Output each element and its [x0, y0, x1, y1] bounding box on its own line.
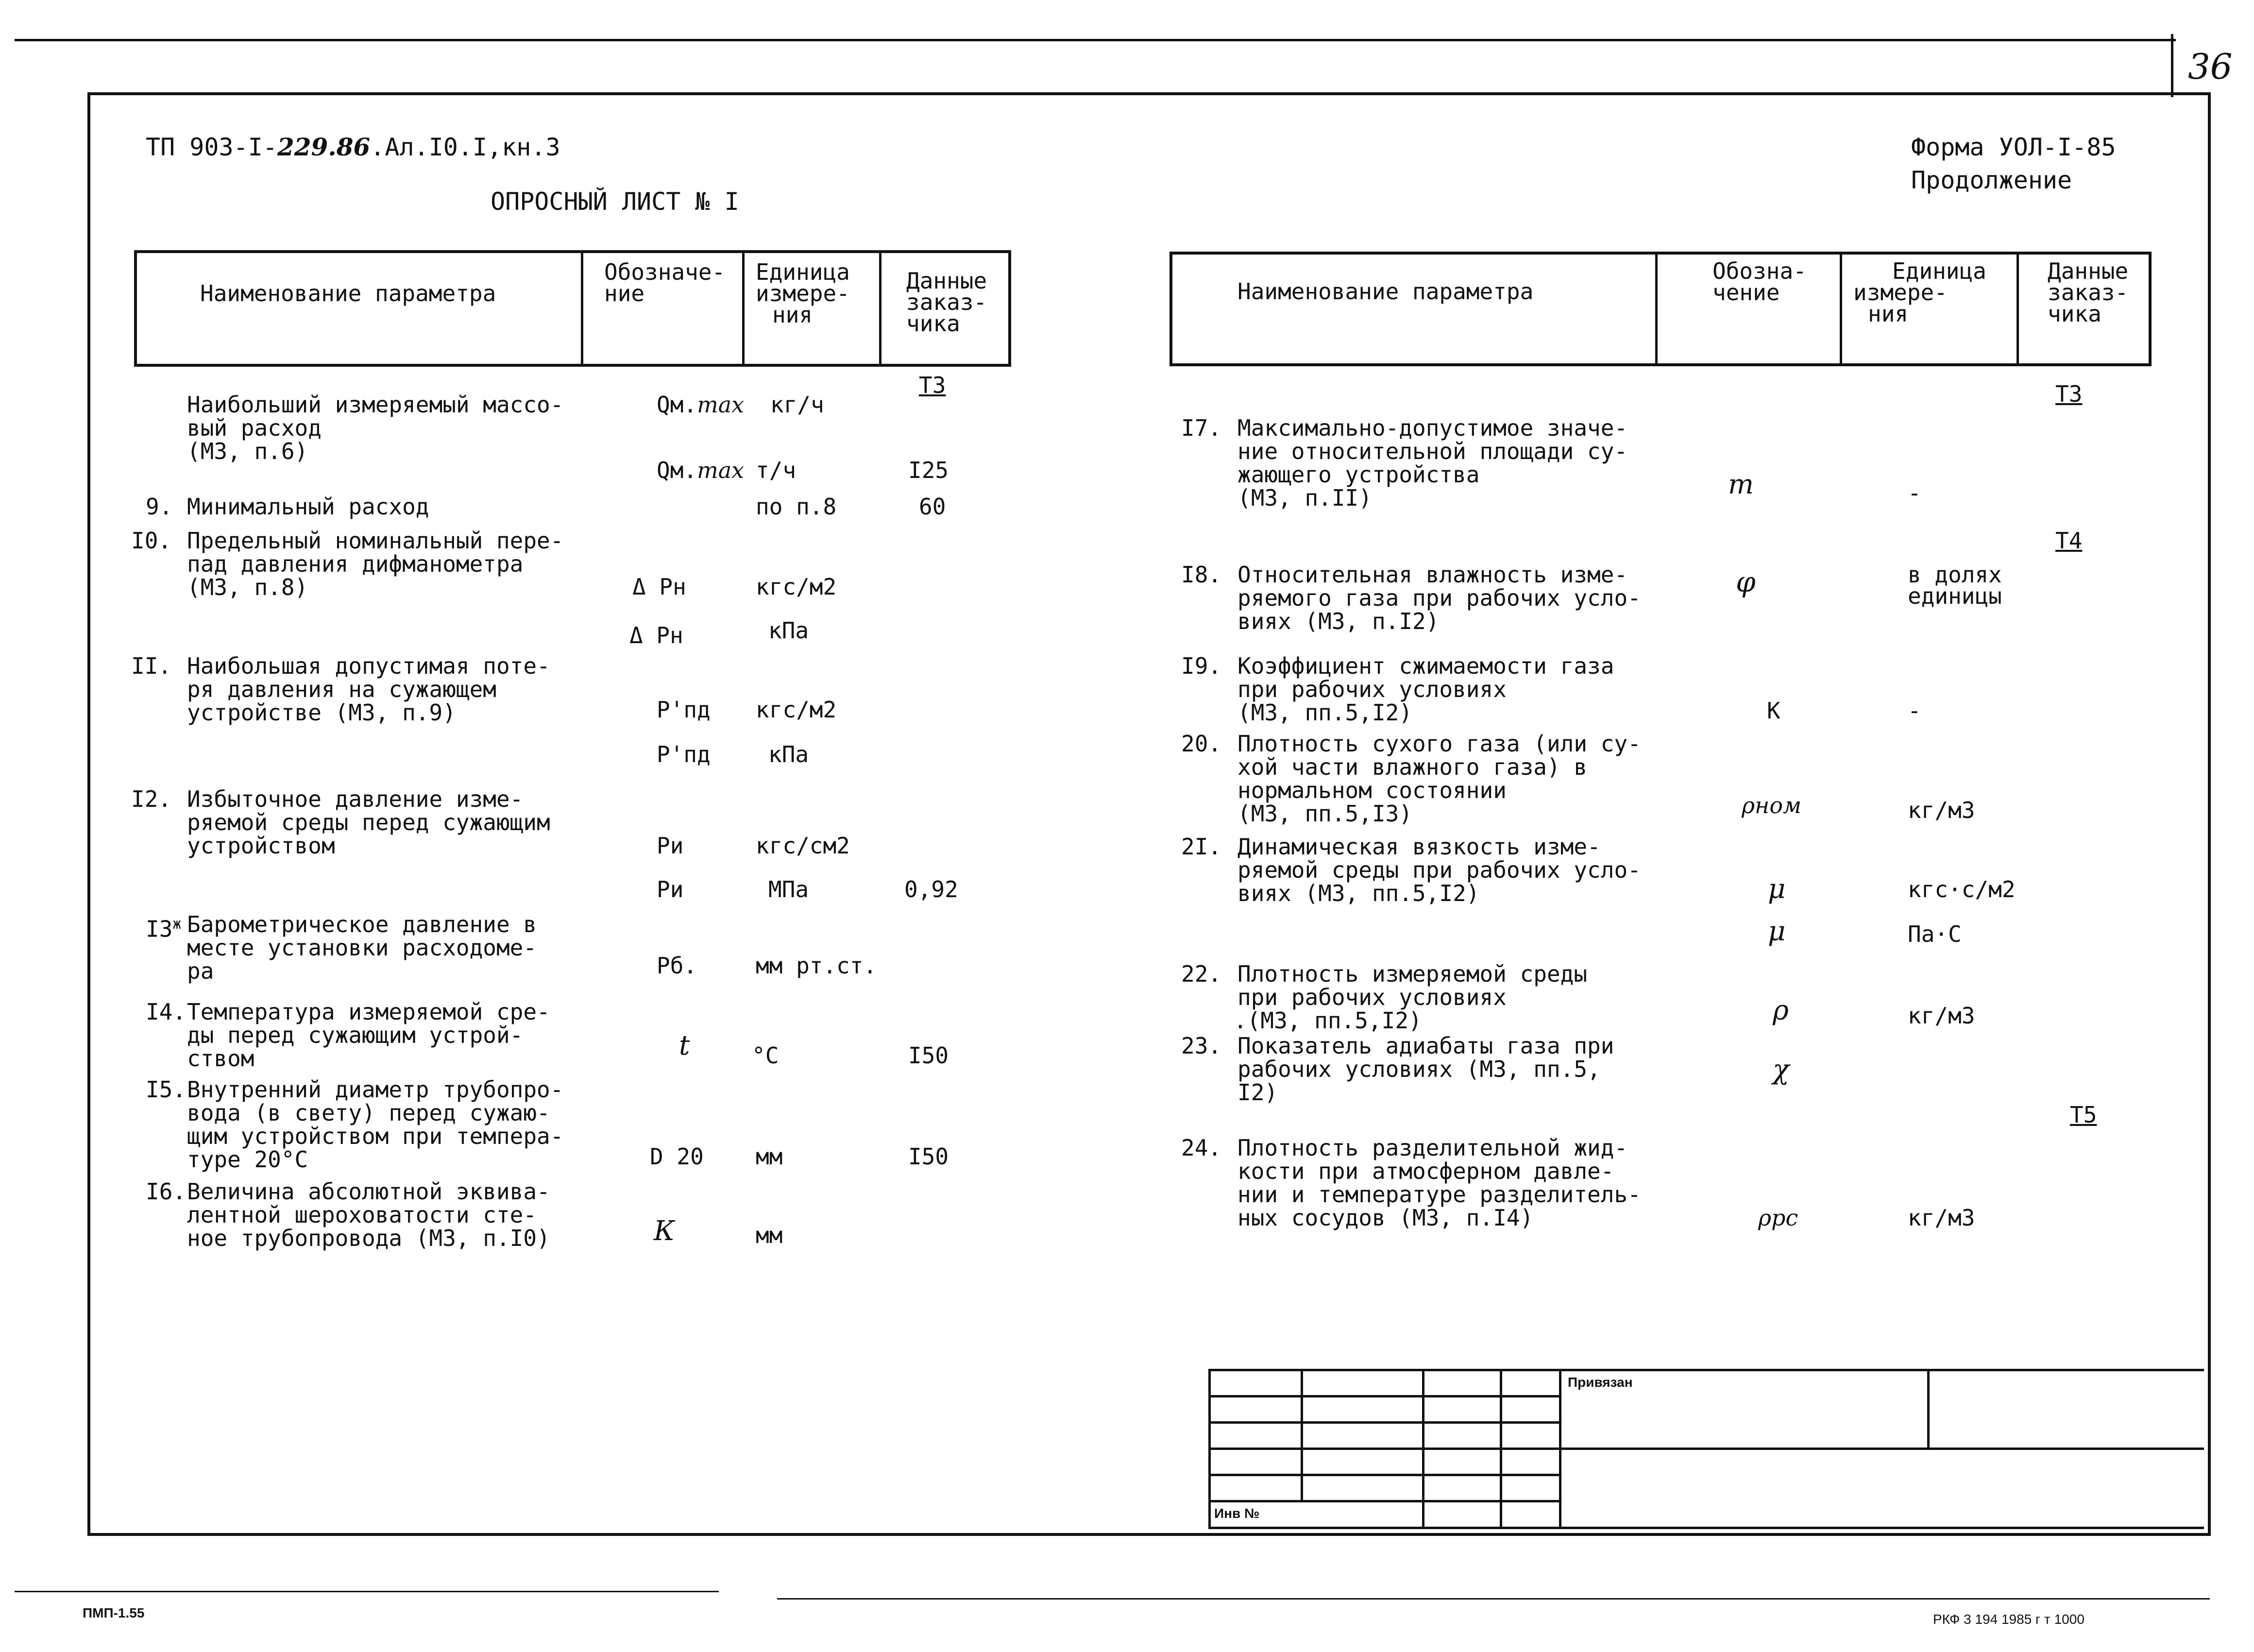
row17-line3: жающего устройства	[1237, 461, 1480, 488]
stamp-row-5	[1208, 1500, 1561, 1502]
row8-symbol-2: Qм.max	[657, 457, 745, 483]
row15-symbol: D 20	[650, 1143, 704, 1170]
left-hdr-name: Наименование параметра	[200, 280, 496, 307]
row21-line2: ряемой среды при рабочих усло-	[1237, 857, 1641, 883]
page-title: ОПРОСНЫЙ ЛИСТ № I	[491, 187, 739, 216]
row9-value: 60	[919, 494, 946, 520]
stamp-linked-label: Привязан	[1568, 1375, 1633, 1390]
row19-line1: Коэффициент сжимаемости газа	[1237, 653, 1614, 679]
row24-line1: Плотность разделительной жид-	[1237, 1135, 1628, 1161]
right-t5-mark: Т5	[2070, 1102, 2097, 1128]
row13-number	[146, 913, 181, 940]
row23-number: 23.	[1181, 1033, 1222, 1059]
row21-number: 2I.	[1181, 834, 1222, 860]
doc-suffix: .Ал.I0.I,кн.3	[370, 133, 560, 161]
row16-line2: лентной шероховатости сте-	[187, 1202, 537, 1228]
row8-line1: Наибольший измеряемый массо-	[187, 392, 564, 418]
row20-number: 20.	[1181, 731, 1222, 757]
row20-line4: (МЗ, пп.5,I3)	[1237, 800, 1413, 827]
row21-unit-1: кгс·с/м2	[1908, 876, 2016, 903]
row24-line4: ных сосудов (МЗ, п.I4)	[1237, 1205, 1534, 1231]
row24-number: 24.	[1181, 1135, 1222, 1161]
row24-unit: кг/м3	[1908, 1205, 1975, 1231]
row9-number: 9.	[146, 494, 173, 520]
row12-symbol-1: Ри	[657, 833, 684, 859]
row14-number: I4.	[146, 999, 186, 1025]
row11-unit-2: кПа	[768, 741, 809, 767]
stamp-col-2	[1422, 1369, 1424, 1529]
row10-line2: пад давления дифманометра	[187, 551, 524, 577]
row10-line1: Предельный номинальный пере-	[187, 528, 564, 554]
left-hdr-data-3: чика	[906, 310, 960, 337]
row22-line2: при рабочих условиях	[1237, 984, 1507, 1010]
right-table-header	[1169, 252, 2152, 366]
doc-code	[146, 133, 560, 161]
right-hdr-name: Наименование параметра	[1237, 278, 1534, 305]
row15-line4: туре 20°С	[187, 1146, 308, 1173]
row13-line2: месте установки расходоме-	[187, 935, 537, 961]
row18-line1: Относительная влажность изме-	[1237, 562, 1628, 588]
row21-symbol-1: μ	[1768, 873, 1786, 905]
row8-symbol-1-text: Qм.max	[657, 392, 745, 418]
row17-line1: Максимально-допустимое значе-	[1237, 415, 1628, 441]
right-col-divider-1	[1655, 252, 1658, 363]
row24-line3: нии и температуре разделитель-	[1237, 1181, 1641, 1208]
row13-symbol: Рб.	[657, 953, 697, 979]
row10-symbol-1: Δ Рн	[632, 574, 686, 600]
row9-unit: по п.8	[756, 494, 837, 520]
row15-line1: Внутренний диаметр трубопро-	[187, 1076, 564, 1103]
row14-line3: ством	[187, 1045, 254, 1072]
row12-value-2: 0,92	[904, 876, 958, 903]
row11-unit-1: кгс/м2	[756, 697, 837, 723]
row14-symbol: t	[679, 1030, 690, 1061]
row13-unit: мм рт.ст.	[756, 953, 877, 979]
left-t3-mark: Т3	[919, 372, 946, 398]
row20-line3: нормальном состоянии	[1237, 777, 1507, 803]
row11-line3: устройстве (МЗ, п.9)	[187, 699, 456, 726]
right-t3-mark: Т3	[2055, 381, 2083, 407]
row17-symbol: m	[1728, 469, 1754, 500]
row11-line2: ря давления на сужающем	[187, 676, 496, 702]
row17-number: I7.	[1181, 415, 1222, 441]
right-hdr-data-3: чика	[2048, 301, 2101, 327]
left-hdr-data-2: заказ-	[906, 289, 987, 315]
row15-line3: щим устройством при темпера-	[187, 1123, 564, 1149]
right-hdr-unit-1: Единица	[1892, 258, 1986, 284]
row15-value: I50	[908, 1143, 949, 1170]
row8-line3: (МЗ, п.6)	[187, 438, 308, 464]
row8-unit-1: кг/ч	[770, 392, 824, 418]
row19-number: I9.	[1181, 653, 1222, 679]
stamp-col-1	[1301, 1369, 1303, 1500]
row24-symbol: ρрс	[1758, 1205, 1798, 1231]
left-col-divider-1	[581, 250, 583, 364]
row18-line3: виях (МЗ, п.I2)	[1237, 608, 1440, 634]
row14-line1: Температура измеряемой сре-	[187, 999, 550, 1025]
row22-line1: Плотность измеряемой среды	[1237, 961, 1588, 987]
stamp-row-2	[1208, 1421, 1561, 1424]
row11-symbol-1: Р'пд	[657, 697, 711, 723]
row8-line2: вый расход	[187, 415, 322, 441]
stamp-row-4	[1208, 1474, 1561, 1476]
row14-value: I50	[908, 1042, 949, 1069]
left-hdr-data-1: Данные	[906, 268, 987, 294]
stamp-row-3	[1208, 1448, 2204, 1450]
left-col-divider-2	[742, 250, 745, 364]
row18-unit-2: единицы	[1908, 583, 2002, 609]
row13-line1: Барометрическое давление в	[187, 911, 537, 937]
row16-symbol: К	[654, 1215, 675, 1247]
left-hdr-unit-2: измере-	[756, 280, 850, 307]
right-hdr-unit-2: измере-	[1853, 279, 1948, 306]
row22-number: 22.	[1181, 961, 1222, 987]
page-number: 36	[2188, 46, 2233, 87]
row14-line2: ды перед сужающим устрой-	[187, 1022, 524, 1048]
row16-number: I6.	[146, 1178, 186, 1205]
stamp-block	[1208, 1369, 2204, 1529]
row21-line1: Динамическая вязкость изме-	[1237, 834, 1601, 860]
bottom-rule-left	[15, 1591, 719, 1592]
row10-unit-2: кПа	[768, 617, 809, 644]
row8-value-2: I25	[908, 457, 949, 483]
right-hdr-unit-3: ния	[1868, 301, 1909, 327]
stamp-inv-label: Инв №	[1214, 1506, 1260, 1521]
row23-symbol: χ	[1773, 1054, 1789, 1086]
row15-line2: вода (в свету) перед сужаю-	[187, 1100, 550, 1126]
footer-left: ПМП-1.55	[83, 1605, 145, 1620]
form-label: Форма УОЛ-I-85	[1911, 133, 2116, 161]
stamp-col-4	[1559, 1369, 1561, 1529]
footer-right: РКФ 3 194 1985 г т 1000	[1933, 1612, 2085, 1627]
row22-line3: .(МЗ, пп.5,I2)	[1234, 1007, 1422, 1034]
row12-unit-1: кгс/см2	[756, 833, 850, 859]
right-hdr-data-1: Данные	[2048, 258, 2129, 284]
page-number-divider	[2171, 34, 2173, 97]
row13-number-text: I3	[146, 916, 173, 942]
row21-unit-2: Па·С	[1908, 921, 1962, 947]
row12-line1: Избыточное давление изме-	[187, 786, 524, 812]
row12-number: I2.	[131, 786, 172, 812]
row20-line1: Плотность сухого газа (или су-	[1237, 731, 1641, 757]
row20-symbol: ρном	[1742, 792, 1802, 818]
stamp-col-0	[1208, 1369, 1211, 1529]
row13-line3: ра	[187, 958, 214, 984]
row21-line3: виях (МЗ, пп.5,I2)	[1237, 880, 1480, 906]
left-col-divider-3	[879, 250, 881, 364]
row12-line2: ряемой среды перед сужающим	[187, 809, 550, 835]
left-hdr-symbol-1: Обозначе-	[604, 259, 726, 285]
left-hdr-unit-3: ния	[772, 302, 813, 328]
row16-line3: ное трубопровода (МЗ, п.I0)	[187, 1225, 550, 1251]
row8-symbol-1	[657, 393, 744, 416]
row19-line3: (МЗ, пп.5,I2)	[1237, 699, 1413, 726]
row18-number: I8.	[1181, 562, 1222, 588]
row22-symbol: ρ	[1773, 995, 1789, 1026]
row20-unit: кг/м3	[1908, 797, 1975, 823]
stamp-col-5	[1927, 1369, 1930, 1448]
left-hdr-unit-1: Единица	[756, 259, 850, 285]
stamp-col-3	[1500, 1369, 1502, 1529]
row11-symbol-2: Р'пд	[657, 741, 711, 767]
row17-line4: (МЗ, п.II)	[1237, 485, 1372, 511]
row17-line2: ние относительной площади су-	[1237, 438, 1628, 464]
row22-unit: кг/м3	[1908, 1003, 1975, 1029]
row14-unit: °C	[752, 1042, 779, 1069]
continuation-label: Продолжение	[1911, 166, 2072, 194]
row19-symbol: К	[1767, 698, 1780, 724]
row10-number: I0.	[131, 528, 172, 554]
row10-unit-1: кгс/м2	[756, 574, 837, 600]
row23-line2: рабочих условиях (МЗ, пп.5,	[1237, 1056, 1601, 1082]
stamp-row-1	[1208, 1395, 1561, 1397]
right-hdr-symbol-2: чение	[1712, 279, 1780, 306]
row18-symbol: φ	[1736, 565, 1756, 598]
row18-line2: ряемого газа при рабочих усло-	[1237, 585, 1641, 611]
row23-line1: Показатель адиабаты газа при	[1237, 1033, 1614, 1059]
row24-line2: кости при атмосферном давле-	[1237, 1158, 1614, 1184]
row20-line2: хой части влажного газа) в	[1237, 754, 1588, 780]
row19-line2: при рабочих условиях	[1237, 676, 1507, 702]
row10-symbol-2: Δ Рн	[629, 622, 683, 648]
row8-unit-2: т/ч	[756, 457, 797, 483]
row17-unit: -	[1908, 480, 1921, 506]
row21-symbol-2: μ	[1768, 916, 1786, 947]
row16-unit: мм	[756, 1222, 783, 1248]
row15-unit: мм	[756, 1143, 783, 1170]
doc-prefix: ТП 903-I-	[146, 133, 277, 161]
row12-unit-2: МПа	[768, 876, 809, 903]
right-hdr-data-2: заказ-	[2048, 279, 2129, 306]
row9-line1: Минимальный расход	[187, 494, 429, 520]
left-hdr-symbol-2: ние	[604, 280, 645, 307]
row10-line3: (МЗ, п.8)	[187, 574, 308, 600]
row12-symbol-2: Ри	[657, 876, 684, 903]
row13-footnote-mark: ж	[172, 916, 182, 933]
row12-line3: устройством	[187, 833, 335, 859]
row11-number: II.	[131, 653, 172, 679]
bottom-rule-right	[777, 1598, 2210, 1600]
row19-unit: -	[1908, 698, 1921, 724]
row11-line1: Наибольшая допустимая поте-	[187, 653, 550, 679]
right-t4-mark: Т4	[2055, 528, 2083, 554]
row18-unit-1: в долях	[1908, 562, 2002, 588]
row23-line3: I2)	[1237, 1079, 1278, 1106]
stamp-top	[1208, 1369, 2204, 1371]
row15-number: I5.	[146, 1076, 186, 1103]
doc-hand: 229.86	[277, 133, 371, 161]
stamp-bottom	[1208, 1527, 2204, 1529]
row16-line1: Величина абсолютной эквива-	[187, 1178, 550, 1205]
right-col-divider-3	[2017, 252, 2019, 363]
top-rule	[15, 39, 2176, 41]
right-hdr-symbol-1: Обозна-	[1712, 258, 1807, 284]
right-col-divider-2	[1840, 252, 1842, 363]
